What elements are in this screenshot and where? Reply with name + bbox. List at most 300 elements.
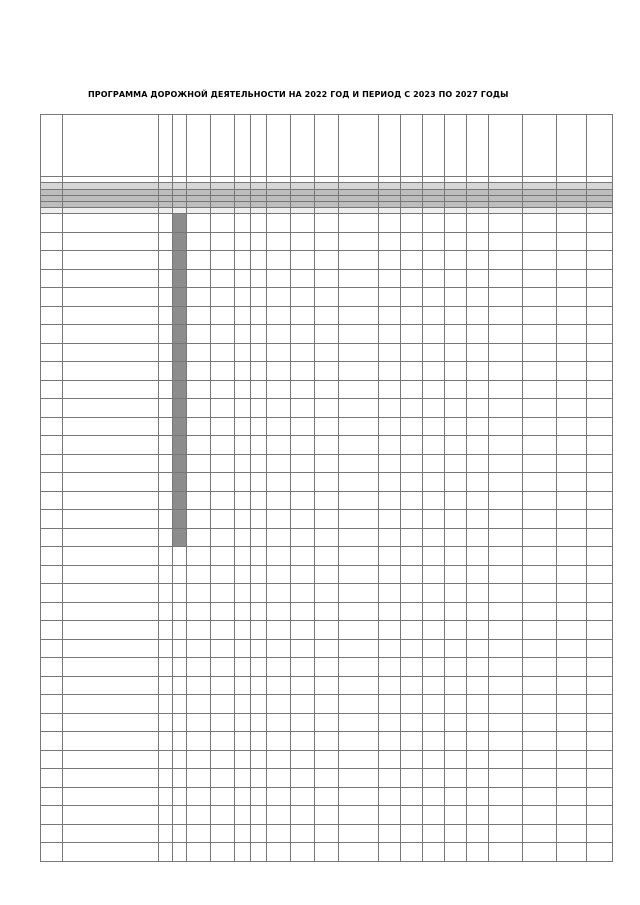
table-cell	[235, 713, 251, 732]
table-cell	[267, 547, 291, 566]
table-cell	[173, 251, 187, 270]
table-row	[41, 362, 613, 381]
table-cell	[401, 288, 423, 307]
table-cell	[187, 528, 211, 547]
table-cell	[523, 658, 557, 677]
table-cell	[423, 436, 445, 455]
table-cell	[445, 232, 467, 251]
table-cell	[489, 288, 523, 307]
table-cell	[445, 473, 467, 492]
table-cell	[339, 491, 379, 510]
table-cell	[63, 251, 159, 270]
table-cell	[267, 584, 291, 603]
table-cell	[267, 288, 291, 307]
table-cell	[235, 473, 251, 492]
summary-cell	[379, 183, 401, 190]
table-cell	[187, 454, 211, 473]
table-cell	[63, 565, 159, 584]
table-cell	[187, 510, 211, 529]
table-cell	[63, 399, 159, 418]
table-row	[41, 436, 613, 455]
table-cell	[587, 528, 613, 547]
table-cell	[467, 473, 489, 492]
table-cell	[159, 584, 173, 603]
table-cell	[379, 806, 401, 825]
table-header	[41, 115, 613, 183]
table-cell	[379, 288, 401, 307]
table-cell	[339, 806, 379, 825]
table-cell	[173, 732, 187, 751]
table-cell	[41, 584, 63, 603]
table-cell	[41, 565, 63, 584]
table-cell	[587, 824, 613, 843]
table-cell	[401, 325, 423, 344]
table-cell	[379, 473, 401, 492]
table-cell	[587, 417, 613, 436]
table-cell	[587, 473, 613, 492]
table-cell	[159, 232, 173, 251]
table-cell	[235, 288, 251, 307]
table-cell	[41, 417, 63, 436]
table-cell	[379, 824, 401, 843]
table-cell	[339, 658, 379, 677]
table-cell	[63, 713, 159, 732]
table-cell	[63, 362, 159, 381]
table-cell	[445, 454, 467, 473]
table-cell	[315, 473, 339, 492]
table-cell	[467, 380, 489, 399]
table-cell	[467, 732, 489, 751]
table-cell	[467, 269, 489, 288]
table-cell	[557, 214, 587, 233]
table-cell	[187, 676, 211, 695]
table-cell	[63, 288, 159, 307]
table-cell	[41, 621, 63, 640]
table-cell	[445, 824, 467, 843]
table-cell	[159, 528, 173, 547]
table-cell	[211, 713, 235, 732]
table-cell	[211, 843, 235, 862]
table-cell	[467, 602, 489, 621]
table-cell	[291, 584, 315, 603]
table-cell	[63, 269, 159, 288]
table-row	[41, 806, 613, 825]
table-cell	[267, 362, 291, 381]
table-cell	[587, 676, 613, 695]
table-cell	[445, 565, 467, 584]
table-cell	[267, 528, 291, 547]
table-cell	[173, 843, 187, 862]
table-cell	[159, 843, 173, 862]
table-cell	[267, 473, 291, 492]
table-cell	[401, 473, 423, 492]
table-cell	[251, 232, 267, 251]
table-cell	[379, 676, 401, 695]
table-cell	[379, 547, 401, 566]
table-cell	[63, 584, 159, 603]
table-cell	[235, 362, 251, 381]
table-cell	[159, 639, 173, 658]
table-cell	[557, 269, 587, 288]
table-cell	[489, 251, 523, 270]
table-cell	[339, 695, 379, 714]
table-cell	[291, 510, 315, 529]
table-row	[41, 417, 613, 436]
table-cell	[291, 676, 315, 695]
table-row	[41, 602, 613, 621]
table-cell	[173, 417, 187, 436]
table-cell	[423, 214, 445, 233]
column-header	[187, 115, 211, 177]
table-cell	[63, 454, 159, 473]
table-cell	[187, 232, 211, 251]
table-cell	[187, 343, 211, 362]
table-cell	[489, 510, 523, 529]
table-cell	[187, 584, 211, 603]
table-cell	[587, 269, 613, 288]
table-cell	[523, 843, 557, 862]
table-cell	[587, 584, 613, 603]
table-cell	[423, 602, 445, 621]
table-row	[41, 269, 613, 288]
table-row	[41, 473, 613, 492]
table-cell	[467, 565, 489, 584]
page-title: ПРОГРАММА ДОРОЖНОЙ ДЕЯТЕЛЬНОСТИ НА 2022 ГОД И ПЕРИОД С 2023 ПО 2027 ГОДЫ	[88, 90, 509, 99]
table-cell	[159, 380, 173, 399]
table-cell	[467, 658, 489, 677]
table-cell	[291, 547, 315, 566]
table-cell	[445, 343, 467, 362]
table-cell	[445, 806, 467, 825]
table-cell	[187, 399, 211, 418]
table-cell	[315, 658, 339, 677]
table-cell	[339, 399, 379, 418]
table-cell	[267, 824, 291, 843]
table-cell	[467, 584, 489, 603]
table-cell	[401, 214, 423, 233]
table-cell	[401, 362, 423, 381]
table-cell	[401, 417, 423, 436]
header-row	[41, 115, 613, 177]
table-cell	[379, 362, 401, 381]
table-cell	[291, 417, 315, 436]
table-cell	[211, 491, 235, 510]
table-cell	[557, 695, 587, 714]
table-cell	[291, 843, 315, 862]
table-cell	[235, 787, 251, 806]
table-cell	[339, 843, 379, 862]
column-header	[211, 115, 235, 177]
table-row	[41, 288, 613, 307]
table-cell	[63, 343, 159, 362]
table-cell	[173, 473, 187, 492]
table-cell	[187, 639, 211, 658]
table-cell	[63, 417, 159, 436]
table-cell	[291, 473, 315, 492]
table-cell	[211, 547, 235, 566]
table-cell	[173, 806, 187, 825]
table-cell	[467, 806, 489, 825]
table-cell	[315, 232, 339, 251]
table-cell	[235, 528, 251, 547]
table-cell	[339, 454, 379, 473]
table-cell	[467, 510, 489, 529]
table-cell	[173, 232, 187, 251]
table-cell	[315, 676, 339, 695]
table-cell	[291, 806, 315, 825]
table-cell	[489, 639, 523, 658]
column-header	[235, 115, 251, 177]
table-cell	[489, 769, 523, 788]
table-cell	[401, 306, 423, 325]
table-cell	[489, 325, 523, 344]
table-cell	[159, 769, 173, 788]
column-header	[401, 115, 423, 177]
table-cell	[557, 621, 587, 640]
table-cell	[315, 288, 339, 307]
table-row	[41, 565, 613, 584]
table-cell	[339, 621, 379, 640]
table-cell	[291, 399, 315, 418]
table-cell	[267, 806, 291, 825]
table-cell	[211, 232, 235, 251]
table-cell	[445, 639, 467, 658]
table-cell	[339, 769, 379, 788]
table-cell	[557, 417, 587, 436]
table-cell	[379, 454, 401, 473]
table-cell	[251, 269, 267, 288]
table-cell	[379, 269, 401, 288]
table-cell	[159, 713, 173, 732]
table-cell	[523, 769, 557, 788]
table-cell	[489, 269, 523, 288]
table-cell	[445, 491, 467, 510]
table-cell	[63, 528, 159, 547]
table-cell	[251, 676, 267, 695]
table-cell	[211, 306, 235, 325]
table-cell	[445, 269, 467, 288]
table-cell	[41, 806, 63, 825]
table-cell	[187, 787, 211, 806]
table-cell	[523, 510, 557, 529]
table-cell	[489, 602, 523, 621]
table-cell	[523, 732, 557, 751]
table-cell	[173, 528, 187, 547]
table-cell	[173, 214, 187, 233]
column-header	[423, 115, 445, 177]
summary-cell	[445, 183, 467, 190]
table-cell	[587, 214, 613, 233]
table-cell	[489, 565, 523, 584]
table-cell	[315, 750, 339, 769]
table-cell	[423, 621, 445, 640]
table-cell	[41, 787, 63, 806]
table-cell	[291, 325, 315, 344]
table-cell	[235, 269, 251, 288]
table-cell	[251, 602, 267, 621]
table-cell	[251, 362, 267, 381]
table-cell	[41, 547, 63, 566]
table-cell	[41, 528, 63, 547]
table-cell	[267, 436, 291, 455]
table-cell	[267, 639, 291, 658]
table-cell	[339, 787, 379, 806]
table-cell	[235, 769, 251, 788]
table-cell	[557, 824, 587, 843]
summary-cell	[235, 183, 251, 190]
table-cell	[251, 732, 267, 751]
table-cell	[401, 399, 423, 418]
table-cell	[267, 565, 291, 584]
table-cell	[379, 417, 401, 436]
table-cell	[523, 380, 557, 399]
column-header	[445, 115, 467, 177]
table-cell	[291, 306, 315, 325]
table-cell	[251, 565, 267, 584]
table-cell	[173, 639, 187, 658]
table-cell	[587, 306, 613, 325]
table-cell	[445, 399, 467, 418]
table-cell	[401, 251, 423, 270]
table-cell	[489, 787, 523, 806]
table-cell	[291, 528, 315, 547]
table-cell	[523, 436, 557, 455]
table-cell	[267, 695, 291, 714]
table-cell	[557, 843, 587, 862]
table-cell	[187, 769, 211, 788]
table-cell	[63, 380, 159, 399]
table-cell	[423, 713, 445, 732]
table-cell	[379, 787, 401, 806]
table-cell	[445, 750, 467, 769]
column-header	[173, 115, 187, 177]
table-cell	[523, 214, 557, 233]
table-cell	[211, 584, 235, 603]
table-cell	[489, 417, 523, 436]
summary-cell	[211, 183, 235, 190]
table-cell	[315, 639, 339, 658]
table-cell	[159, 750, 173, 769]
table-cell	[557, 510, 587, 529]
table-cell	[339, 325, 379, 344]
table-row	[41, 621, 613, 640]
table-cell	[315, 769, 339, 788]
table-cell	[159, 362, 173, 381]
table-cell	[401, 787, 423, 806]
table-cell	[557, 713, 587, 732]
table-cell	[523, 584, 557, 603]
table-cell	[41, 269, 63, 288]
table-cell	[235, 306, 251, 325]
table-cell	[489, 528, 523, 547]
table-cell	[445, 769, 467, 788]
table-cell	[523, 306, 557, 325]
table-cell	[445, 547, 467, 566]
table-cell	[251, 399, 267, 418]
table-cell	[63, 325, 159, 344]
table-cell	[41, 491, 63, 510]
table-cell	[267, 676, 291, 695]
table-cell	[291, 769, 315, 788]
table-cell	[401, 843, 423, 862]
table-cell	[557, 306, 587, 325]
table-cell	[379, 306, 401, 325]
table-cell	[267, 510, 291, 529]
summary-cell	[251, 183, 267, 190]
table-cell	[467, 417, 489, 436]
table-cell	[489, 399, 523, 418]
table-cell	[423, 417, 445, 436]
table-cell	[467, 362, 489, 381]
table-row	[41, 658, 613, 677]
table-cell	[63, 806, 159, 825]
table-cell	[379, 565, 401, 584]
summary-cell	[557, 183, 587, 190]
table-cell	[489, 658, 523, 677]
table-cell	[159, 658, 173, 677]
table-cell	[339, 732, 379, 751]
table-cell	[401, 547, 423, 566]
table-cell	[173, 380, 187, 399]
table-cell	[235, 843, 251, 862]
table-cell	[63, 491, 159, 510]
table-cell	[401, 695, 423, 714]
table-cell	[41, 380, 63, 399]
summary-row	[41, 183, 613, 190]
table-cell	[159, 399, 173, 418]
table-cell	[315, 269, 339, 288]
table-cell	[173, 288, 187, 307]
table-cell	[63, 602, 159, 621]
table-cell	[523, 269, 557, 288]
table-cell	[187, 843, 211, 862]
table-cell	[159, 565, 173, 584]
table-cell	[423, 251, 445, 270]
table-cell	[445, 843, 467, 862]
table-cell	[235, 695, 251, 714]
table-cell	[489, 806, 523, 825]
summary-cell	[587, 183, 613, 190]
table-cell	[339, 584, 379, 603]
table-cell	[467, 436, 489, 455]
table-cell	[211, 750, 235, 769]
table-cell	[41, 232, 63, 251]
table-cell	[251, 417, 267, 436]
table-cell	[401, 491, 423, 510]
table-cell	[557, 232, 587, 251]
table-cell	[211, 732, 235, 751]
table-cell	[339, 547, 379, 566]
table-cell	[41, 454, 63, 473]
table-cell	[401, 621, 423, 640]
table-cell	[339, 436, 379, 455]
table-cell	[267, 602, 291, 621]
table-cell	[557, 454, 587, 473]
table-cell	[587, 454, 613, 473]
table-cell	[339, 528, 379, 547]
table-cell	[41, 843, 63, 862]
table-cell	[557, 769, 587, 788]
table-cell	[489, 343, 523, 362]
summary-cell	[315, 183, 339, 190]
table-cell	[401, 510, 423, 529]
table-cell	[173, 269, 187, 288]
table-row	[41, 214, 613, 233]
table-cell	[211, 399, 235, 418]
table-cell	[489, 362, 523, 381]
table-cell	[379, 843, 401, 862]
table-cell	[379, 232, 401, 251]
